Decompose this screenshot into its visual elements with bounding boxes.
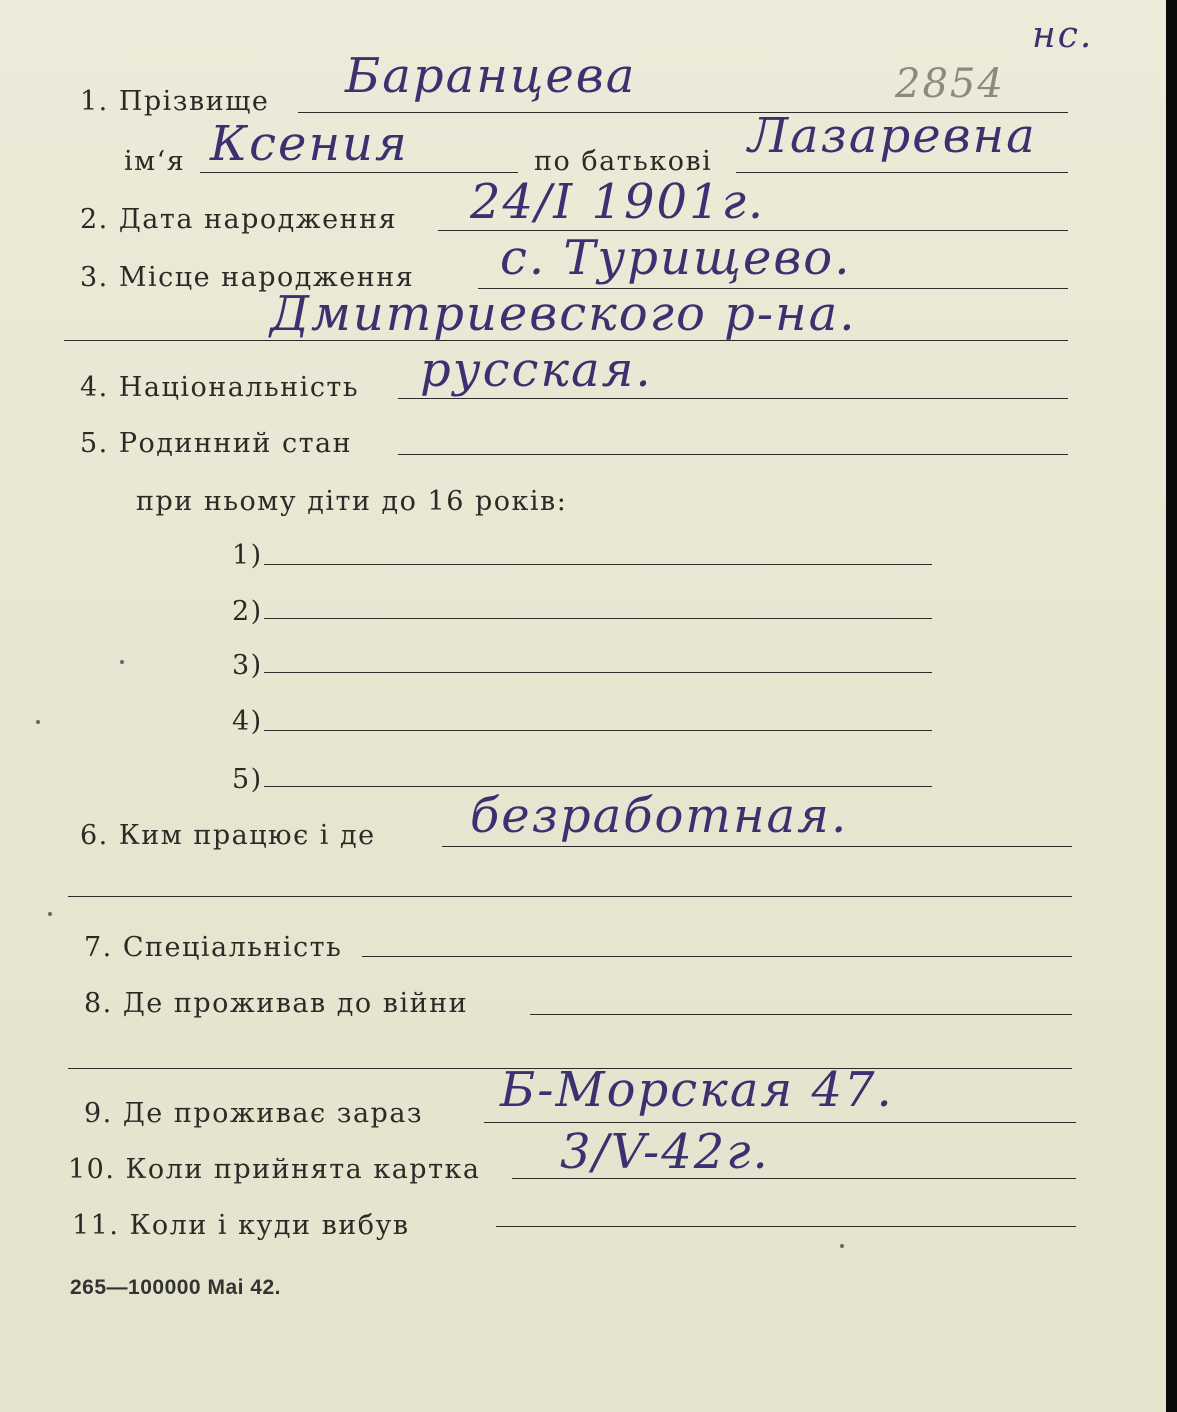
line-departure xyxy=(496,1226,1076,1227)
line-specialty xyxy=(362,956,1072,957)
paper-speck xyxy=(840,1244,844,1248)
label-departure: 11. Коли і куди вибув xyxy=(72,1210,410,1241)
line-occupation xyxy=(442,846,1072,847)
child-label-3: 3) xyxy=(232,650,263,681)
child-line-1 xyxy=(264,564,932,565)
print-code: 265—100000 Mai 42. xyxy=(70,1276,281,1299)
hw-nationality: русская. xyxy=(420,342,653,398)
label-card-date: 10. Коли прийнята картка xyxy=(68,1154,481,1185)
child-line-5 xyxy=(264,786,932,787)
line-patronymic xyxy=(736,172,1068,173)
hw-number: 2854 xyxy=(895,61,1005,107)
hw-occupation: безработная. xyxy=(470,788,849,844)
label-birth-place: 3. Місце народження xyxy=(80,262,415,293)
paper-speck xyxy=(48,912,52,916)
hw-mark: нс. xyxy=(1032,15,1094,56)
hw-surname: Баранцева xyxy=(345,48,637,104)
hw-patronymic: Лазаревна xyxy=(748,108,1037,164)
child-line-4 xyxy=(264,730,932,731)
label-occupation: 6. Ким працює і де xyxy=(80,820,376,851)
child-label-1: 1) xyxy=(232,540,263,571)
hw-current-address: Б-Морская 47. xyxy=(500,1062,894,1118)
label-marital-status: 5. Родинний стан xyxy=(80,428,353,459)
label-surname: 1. Прізвище xyxy=(80,86,270,117)
child-label-4: 4) xyxy=(232,706,263,737)
child-line-3 xyxy=(264,672,932,673)
hw-first-name: Ксения xyxy=(210,116,409,172)
child-label-5: 5) xyxy=(232,764,263,795)
hw-birth-place-1: с. Турищево. xyxy=(500,230,852,286)
line-current-address xyxy=(484,1122,1076,1123)
hw-card-date: 3/V-42г. xyxy=(560,1124,770,1180)
hw-birth-date: 24/I 1901г. xyxy=(470,174,766,230)
label-patronymic: по батькові xyxy=(534,146,713,177)
paper-speck xyxy=(120,660,124,664)
label-current-address: 9. Де проживає зараз xyxy=(84,1098,424,1129)
child-line-2 xyxy=(264,618,932,619)
label-prewar-address: 8. Де проживав до війни xyxy=(84,988,469,1019)
line-first-name xyxy=(200,172,518,173)
label-nationality: 4. Національність xyxy=(80,372,360,403)
label-children: при ньому діти до 16 років: xyxy=(136,486,568,517)
hw-birth-place-2: Дмитриевского р-на. xyxy=(270,286,857,342)
paper-speck xyxy=(36,720,40,724)
label-birth-date: 2. Дата народження xyxy=(80,204,398,235)
label-specialty: 7. Спеціальність xyxy=(84,932,343,963)
child-label-2: 2) xyxy=(232,596,263,627)
scan-edge xyxy=(1166,0,1177,1412)
line-nationality xyxy=(398,398,1068,399)
line-prewar-address xyxy=(530,1014,1072,1015)
line-marital-status xyxy=(398,454,1068,455)
line-occupation-2 xyxy=(68,896,1072,897)
label-first-name: ім‘я xyxy=(124,146,186,177)
